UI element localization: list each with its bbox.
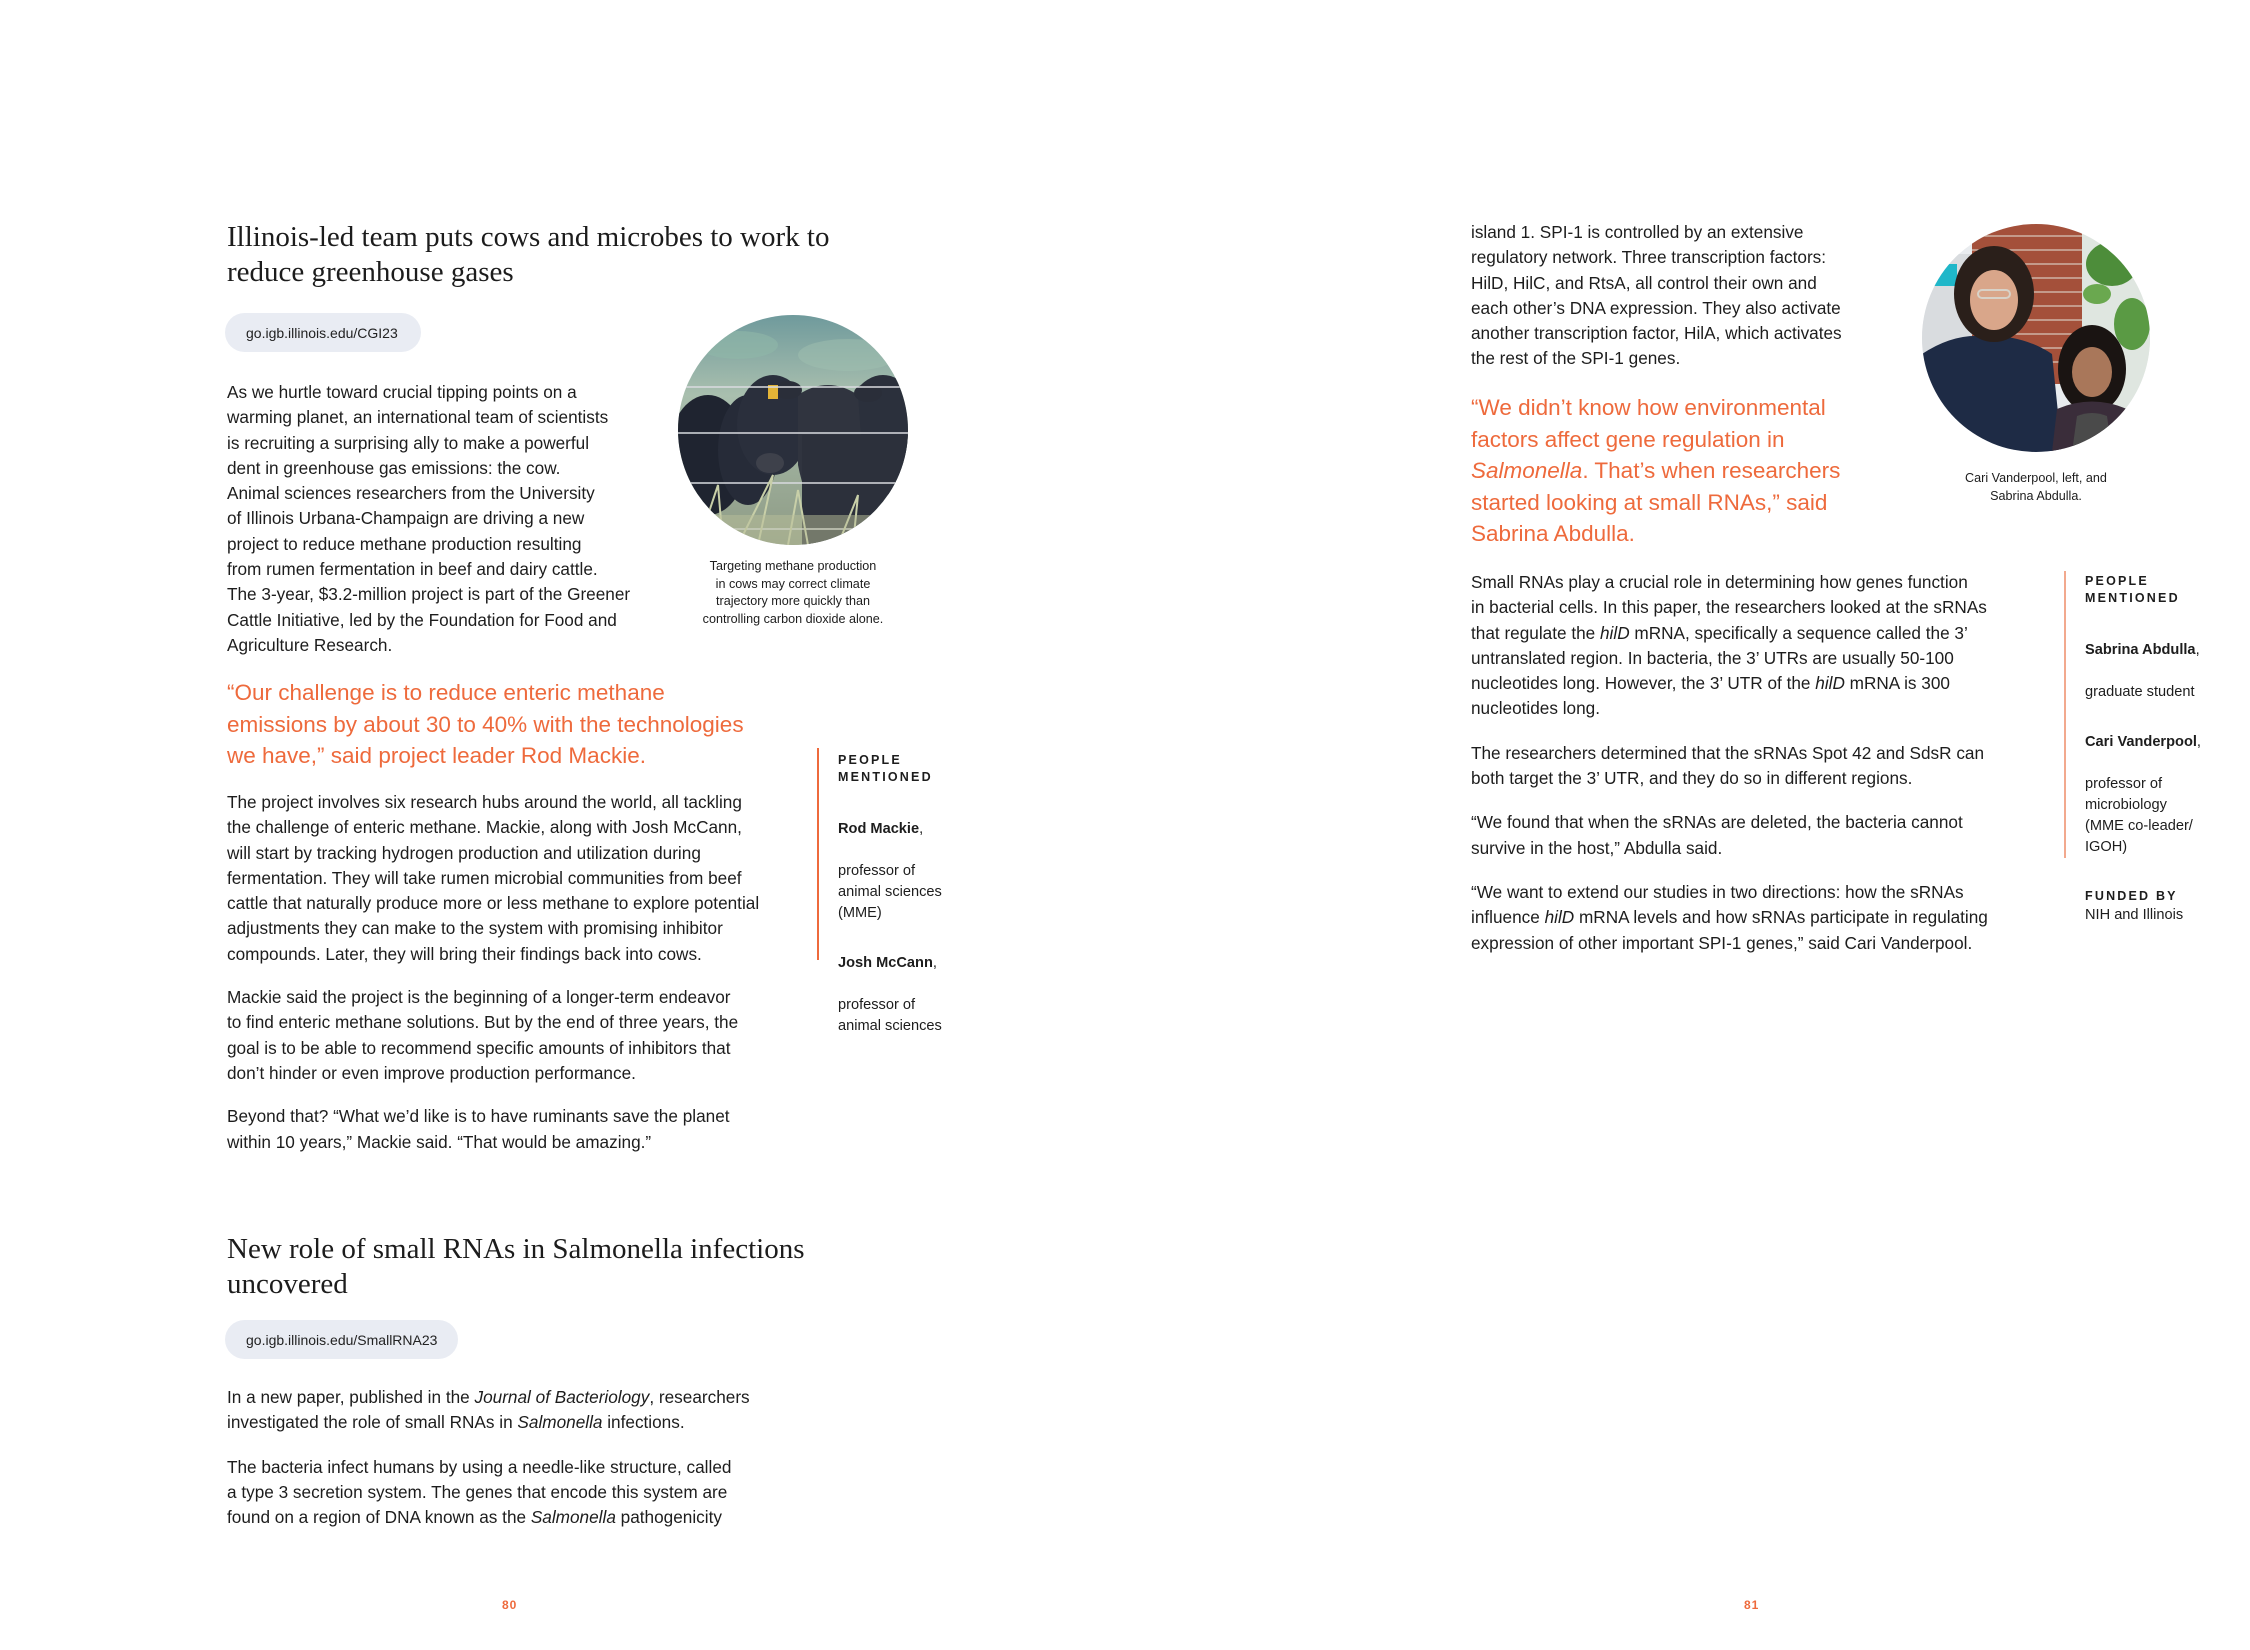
text-run: mRNA, specifically a sequence called the 3’ untranslated region. In bacteria, the 3’ UTRs are usually 50-100 nucleotides long. However, the 3’ UTR of the xyxy=(1471,622,1968,694)
people-mentioned-sidebar xyxy=(817,748,997,1034)
person-name: Sabrina Abdulla xyxy=(2085,642,2196,658)
text-run: Small RNAs play a crucial role in determining how genes function in bacterial cells. In this paper, the researchers looked at the sRNAs that regulate the xyxy=(1471,572,1987,643)
journal-name: Journal of Bacteriology xyxy=(474,1387,650,1407)
cows-photo-illustration xyxy=(678,315,908,545)
funded-by-heading: FUNDED BY xyxy=(2085,889,2178,903)
paragraph xyxy=(1471,880,2041,956)
article-srna-body xyxy=(227,1385,827,1530)
comma: , xyxy=(2196,734,2201,750)
pull-quote: “Our challenge is to reduce enteric methane emissions by about 30 to 40% with the technologies we have,” said project leader Rod Mackie. xyxy=(227,680,744,768)
article-srna-title xyxy=(227,1232,804,1302)
cows-photo-caption: Targeting methane production in cows may correct climate trajectory more quickly than controlling carbon dioxide alone. xyxy=(702,559,884,626)
article-title-line: New role of small RNAs in Salmonella infections xyxy=(227,1233,805,1265)
gene-name: hilD xyxy=(1815,673,1845,694)
person-name: Rod Mackie xyxy=(838,821,920,837)
link-text: go.igb.illinois.edu/CGI23 xyxy=(246,324,398,341)
text-run: pathogenicity xyxy=(615,1507,722,1528)
article-title-line: Illinois-led team puts cows and microbes to work to xyxy=(227,221,830,253)
paragraph: Mackie said the project is the beginning of a longer-term endeavor to find enteric methane solutions. But by the end of three years, the goal is to be able to recommend specific amounts of inhibitors that don’t hinder or even improve production performance. xyxy=(227,987,739,1083)
portrait-photo-caption: Cari Vanderpool, left, and Sabrina Abdulla. xyxy=(1965,471,2107,503)
article-link-smallrna23[interactable] xyxy=(225,1320,458,1359)
species-name: Salmonella xyxy=(517,1412,603,1433)
link-text: go.igb.illinois.edu/SmallRNA23 xyxy=(246,1331,438,1348)
text-run: . That’s when researchers started looking at small RNAs,” said Sabrina Abdulla. xyxy=(1471,458,1841,546)
people-mentioned-sidebar xyxy=(2064,571,2244,923)
paragraph: The project involves six research hubs around the world, all tackling the challenge of enteric methane. Mackie, along with Josh McCann, will start by tracking hydrogen production and utilization during fermentation. They will take rumen microbial communities from beef cattle that naturally produce more or less methane to explore potential adjustments they can make to the system with promising inhibitor compounds. Later, they will bring their findings back into cows. xyxy=(227,792,760,964)
person-role: professor of animal sciences xyxy=(838,997,942,1034)
text-run: infections. xyxy=(602,1412,685,1433)
person-role: professor of animal sciences (MME) xyxy=(838,863,942,921)
paragraph: “We found that when the sRNAs are deleted, the bacteria cannot survive in the host,” Abdulla said. xyxy=(1471,812,1963,858)
paragraph xyxy=(227,1385,827,1436)
cows-photo xyxy=(678,315,908,545)
page-number: 81 xyxy=(1744,1598,1760,1612)
article-cows-title xyxy=(227,220,829,290)
text-run: “We want to extend our studies in two directions: how the sRNAs influence xyxy=(1471,881,1964,928)
person-entry xyxy=(838,798,997,924)
article-srna-continued-body xyxy=(1471,570,2041,956)
pull-quote xyxy=(1471,392,1901,550)
article-link-cgi23[interactable] xyxy=(225,313,421,352)
paragraph: The researchers determined that the sRNAs Spot 42 and SdsR can both target the 3’ UTR, and they do so in different regions. xyxy=(1471,742,1985,789)
person-role: graduate student xyxy=(2085,684,2195,700)
comma: , xyxy=(932,955,937,971)
sidebar-heading: PEOPLE MENTIONED xyxy=(838,753,933,784)
comma: , xyxy=(2195,642,2200,658)
paragraph xyxy=(227,1455,827,1531)
paragraph xyxy=(1471,570,2041,722)
text-run: In a new paper, published in the xyxy=(227,1387,475,1407)
article-title-line: reduce greenhouse gases xyxy=(227,256,514,288)
person-entry xyxy=(2085,711,2244,858)
species-name: Salmonella xyxy=(1471,458,1583,483)
text-run: mRNA levels and how sRNAs participate in regulating expression of other important SPI-1 genes,” said Cari Vanderpool. xyxy=(1471,907,1988,953)
article-cows-body xyxy=(227,790,797,1155)
article-intro: As we hurtle toward crucial tipping points on a warming planet, an international team of scientists is recruiting a surprising ally to make a powerful dent in greenhouse gas emissions: the cow. Animal sciences researchers from the University of Illinois Urbana-Champaign are driving a new project to reduce methane production resulting from rumen fermentation in beef and dairy cattle. The 3-year, $3.2-million project is part of the Greener Cattle Initiative, led by the Foundation for Food and Agriculture Research. xyxy=(227,382,631,655)
text-run: “We didn’t know how environmental factors affect gene regulation in xyxy=(1471,395,1826,452)
person-entry xyxy=(838,932,997,1037)
sidebar-heading: PEOPLE MENTIONED xyxy=(2085,574,2180,605)
person-role: professor of microbiology (MME co-leader/ IGOH) xyxy=(2085,776,2193,855)
person-entry xyxy=(2085,619,2244,703)
portrait-photo-illustration xyxy=(1922,224,2150,452)
text-run: The bacteria infect humans by using a needle-like structure, called a type 3 secretion system. The genes that encode this system are found on a region of DNA known as the xyxy=(227,1456,732,1528)
continued-text: island 1. SPI-1 is controlled by an extensive regulatory network. Three transcription factors: HilD, HilC, and RtsA, all control their own and each other’s DNA expression. They also activate another transcription factor, HilA, which activates the rest of the SPI-1 genes. xyxy=(1471,222,1842,369)
person-name: Josh McCann xyxy=(838,955,933,971)
page-number: 80 xyxy=(502,1598,518,1612)
gene-name: hilD xyxy=(1544,907,1575,928)
person-name: Cari Vanderpool xyxy=(2085,734,2197,750)
funded-by-value: NIH and Illinois xyxy=(2085,907,2184,923)
paragraph: Beyond that? “What we’d like is to have ruminants save the planet within 10 years,” Mackie said. “That would be amazing.” xyxy=(227,1106,730,1152)
portrait-photo xyxy=(1922,224,2150,452)
text-run: mRNA is 300 nucleotides long. xyxy=(1471,673,1950,719)
species-name: Salmonella xyxy=(530,1507,616,1528)
gene-name: hilD xyxy=(1600,622,1630,643)
text-run: , researchers investigated the role of small RNAs in xyxy=(227,1387,750,1433)
article-title-line: uncovered xyxy=(227,1268,348,1300)
comma: , xyxy=(919,821,924,837)
